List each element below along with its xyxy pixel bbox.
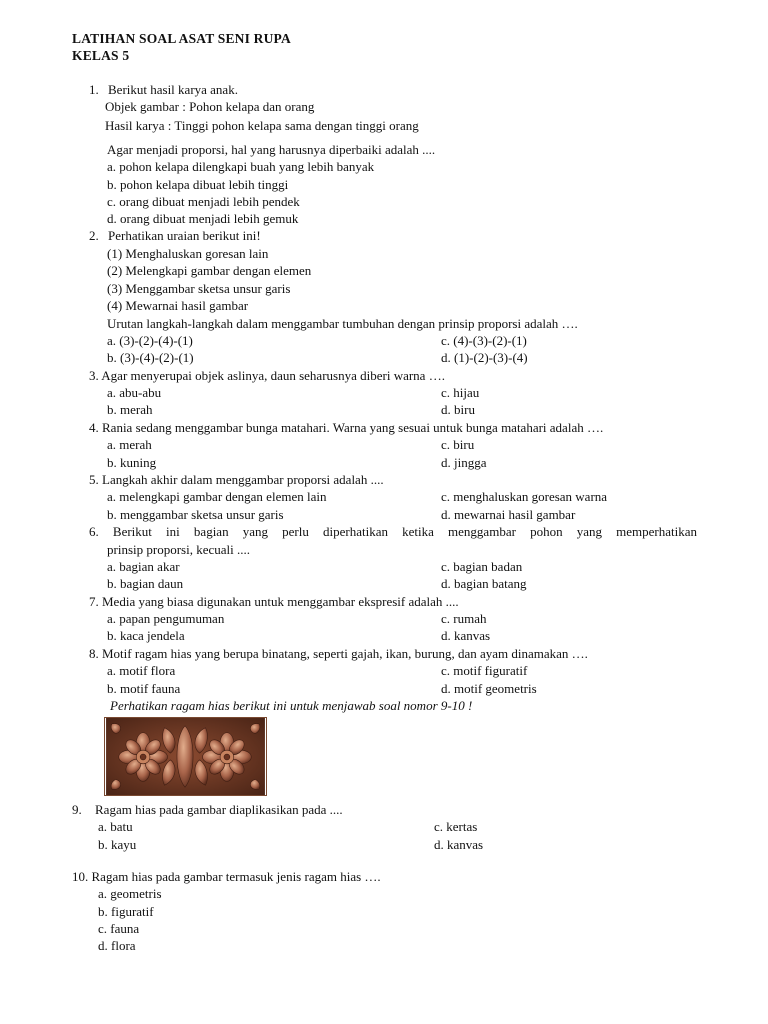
question-6-stem-line-2: prinsip proporsi, kecuali .... [107, 542, 250, 557]
question-8-option-a: a. motif flora [107, 663, 176, 678]
question-8-option-d: d. motif geometris [441, 681, 537, 696]
question-2-stem: Perhatikan uraian berikut ini! [108, 228, 261, 243]
question-4-option-d: d. jingga [441, 455, 487, 470]
question-1-option-b: b. pohon kelapa dibuat lebih tinggi [107, 177, 289, 192]
question-5-stem: 5. Langkah akhir dalam menggambar proporsi adalah .... [89, 472, 384, 487]
question-8-option-c: c. motif figuratif [441, 663, 528, 678]
question-10-option-c: c. fauna [98, 921, 140, 936]
question-2-option-c: c. (4)-(3)-(2)-(1) [441, 333, 527, 348]
question-1-line-1: Objek gambar : Pohon kelapa dan orang [105, 99, 315, 114]
question-6-stem-line-1: 6. Berikut ini bagian yang perlu diperhatikan ketika menggambar pohon yang memperhatikan [89, 524, 697, 539]
question-1-option-d: d. orang dibuat menjadi lebih gemuk [107, 211, 299, 226]
question-8-option-b: b. motif fauna [107, 681, 181, 696]
question-3-stem: 3. Agar menyerupai objek aslinya, daun seharusnya diberi warna …. [89, 368, 445, 383]
question-9-option-a: a. batu [98, 819, 133, 834]
question-5-option-a: a. melengkapi gambar dengan elemen lain [107, 489, 327, 504]
question-2-step-2: (2) Melengkapi gambar dengan elemen [107, 263, 312, 278]
question-9-stem: Ragam hias pada gambar diaplikasikan pada .... [95, 802, 343, 817]
question-6-option-b: b. bagian daun [107, 576, 184, 591]
question-2-option-b: b. (3)-(4)-(2)-(1) [107, 350, 194, 365]
question-2-number: 2. [89, 228, 99, 243]
question-1-line-3: Agar menjadi proporsi, hal yang harusnya diperbaiki adalah .... [107, 142, 436, 157]
question-4-option-a: a. merah [107, 437, 152, 452]
question-1-number: 1. [89, 82, 99, 97]
question-7-option-d: d. kanvas [441, 628, 491, 643]
page-title: LATIHAN SOAL ASAT SENI RUPA [72, 31, 291, 46]
question-6-option-a: a. bagian akar [107, 559, 180, 574]
question-1-option-a: a. pohon kelapa dilengkapi buah yang lebih banyak [107, 159, 375, 174]
question-3-option-c: c. hijau [441, 385, 480, 400]
question-5-option-c: c. menghaluskan goresan warna [441, 489, 608, 504]
question-4-option-b: b. kuning [107, 455, 157, 470]
question-10-stem: 10. Ragam hias pada gambar termasuk jenis ragam hias …. [72, 869, 381, 884]
question-10-option-b: b. figuratif [98, 904, 154, 919]
question-3-option-d: d. biru [441, 402, 475, 417]
question-2-step-3: (3) Menggambar sketsa unsur garis [107, 281, 291, 296]
question-2-option-d: d. (1)-(2)-(3)-(4) [441, 350, 528, 365]
question-9-number: 9. [72, 802, 82, 817]
question-7-stem: 7. Media yang biasa digunakan untuk menggambar ekspresif adalah .... [89, 594, 459, 609]
question-2-ask: Urutan langkah-langkah dalam menggambar tumbuhan dengan prinsip proporsi adalah …. [107, 316, 578, 331]
question-4-stem: 4. Rania sedang menggambar bunga matahari. Warna yang sesuai untuk bunga matahari adalah …. [89, 420, 604, 435]
question-3-option-b: b. merah [107, 402, 153, 417]
question-2-step-4: (4) Mewarnai hasil gambar [107, 298, 249, 313]
question-6-option-c: c. bagian badan [441, 559, 523, 574]
question-9-option-d: d. kanvas [434, 837, 484, 852]
question-9-option-c: c. kertas [434, 819, 478, 834]
question-7-option-a: a. papan pengumuman [107, 611, 225, 626]
question-10-option-a: a. geometris [98, 886, 162, 901]
question-7-option-b: b. kaca jendela [107, 628, 185, 643]
question-7-option-c: c. rumah [441, 611, 487, 626]
question-1-stem: Berikut hasil karya anak. [108, 82, 238, 97]
question-10-option-d: d. flora [98, 938, 136, 953]
question-1-line-2: Hasil karya : Tinggi pohon kelapa sama dengan tinggi orang [105, 118, 419, 133]
question-3-option-a: a. abu-abu [107, 385, 162, 400]
class-label: KELAS 5 [72, 48, 130, 63]
question-1-option-c: c. orang dibuat menjadi lebih pendek [107, 194, 300, 209]
carved-wood-ornament-image [104, 717, 267, 796]
question-4-option-c: c. biru [441, 437, 475, 452]
question-9-option-b: b. kayu [98, 837, 137, 852]
question-5-option-b: b. menggambar sketsa unsur garis [107, 507, 284, 522]
question-2-option-a: a. (3)-(2)-(4)-(1) [107, 333, 193, 348]
question-6-option-d: d. bagian batang [441, 576, 527, 591]
question-2-step-1: (1) Menghaluskan goresan lain [107, 246, 269, 261]
question-8-stem: 8. Motif ragam hias yang berupa binatang, seperti gajah, ikan, burung, dan ayam dinamakan …. [89, 646, 588, 661]
question-5-option-d: d. mewarnai hasil gambar [441, 507, 576, 522]
instruction-text: Perhatikan ragam hias berikut ini untuk menjawab soal nomor 9-10 ! [110, 698, 473, 713]
